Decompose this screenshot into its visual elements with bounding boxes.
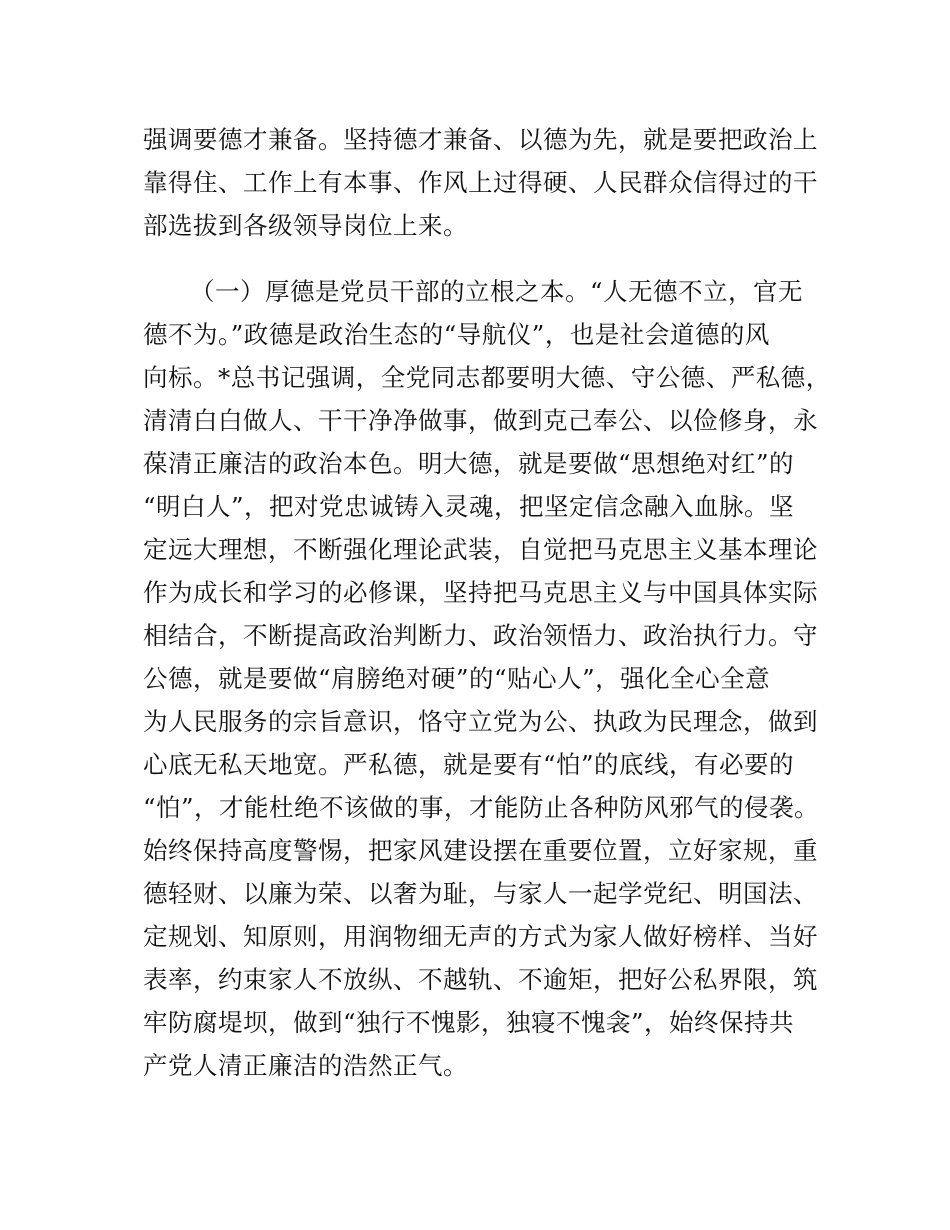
text-line: 葆清正廉洁的政治本色。明大德，就是要做“思想绝对红”的	[143, 449, 795, 478]
text-line: 部选拔到各级领导岗位上来。	[143, 211, 468, 240]
text-line: “明白人”，把对党忠诚铸入灵魂，把坚定信念融入血脉。坚	[143, 492, 795, 521]
text-line: 德轻财、以廉为荣、以奢为耻，与家人一起学党纪、明国法、	[143, 879, 818, 908]
text-line: 表率，约束家人不放纵、不越轨、不逾矩，把好公私界限，筑	[143, 965, 818, 994]
text-line: 产党人清正廉洁的浩然正气。	[143, 1051, 468, 1080]
text-line: 定远大理想，不断强化理论武装，自觉把马克思主义基本理论	[143, 535, 818, 564]
text-line: 作为成长和学习的必修课，坚持把马克思主义与中国具体实际	[143, 578, 818, 607]
text-line: 德不为。”政德是政治生态的“导航仪”，也是社会道德的风	[143, 320, 770, 349]
text-line: 定规划、知原则，用润物细无声的方式为家人做好榜样、当好	[143, 922, 818, 951]
text-line: “怕”，才能杜绝不该做的事，才能防止各种防风邪气的侵袭。	[143, 793, 820, 822]
text-line: 强调要德才兼备。坚持德才兼备、以德为先，就是要把政治上	[143, 125, 818, 154]
text-line: （一）厚德是党员干部的立根之本。“人无德不立，官无	[190, 277, 804, 306]
text-line: 始终保持高度警惕，把家风建设摆在重要位置，立好家规，重	[143, 836, 818, 865]
text-line: 公德，就是要做“肩膀绝对硬”的“贴心人”，强化全心全意	[143, 664, 771, 693]
text-line: 清清白白做人、干干净净做事，做到克己奉公、以俭修身，永	[143, 406, 818, 435]
text-line: 牢防腐堤坝，做到“独行不愧影，独寝不愧衾”，始终保持共	[143, 1008, 795, 1037]
text-line: 向标。*总书记强调，全党同志都要明大德、守公德、严私德，	[143, 363, 831, 392]
text-line: 心底无私天地宽。严私德，就是要有“怕”的底线，有必要的	[143, 750, 795, 779]
text-line: 相结合，不断提高政治判断力、政治领悟力、政治执行力。守	[143, 621, 818, 650]
text-line: 靠得住、工作上有本事、作风上过得硬、人民群众信得过的干	[143, 168, 818, 197]
text-line: 为人民服务的宗旨意识，恪守立党为公、执政为民理念，做到	[143, 707, 818, 736]
